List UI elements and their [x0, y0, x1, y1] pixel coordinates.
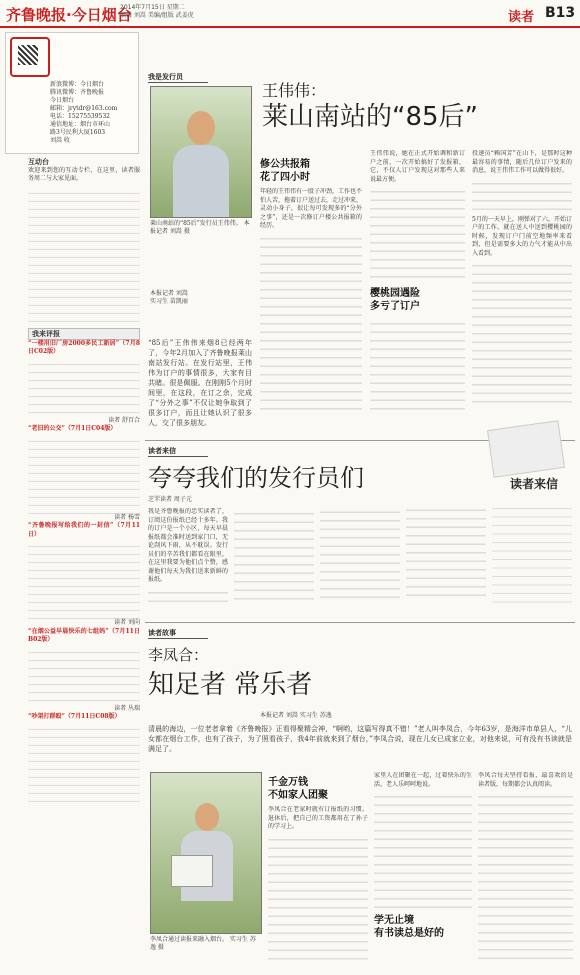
article3-subhead: 学无止境 有书读总是好的: [374, 915, 444, 939]
date-text: 2014年7月15日 星期二: [120, 4, 185, 11]
article1-paragraph: 5月的一天早上，刚弹对了六，开始订户的工作。就在送人中送到樱桃园的时候，发现订户门前空地频率来看到，但是需要多大的力气才能从中出入看到。: [472, 215, 572, 257]
date-line: [120, 4, 194, 20]
text-block: [370, 316, 465, 416]
article3-tag: 读者故事: [148, 628, 208, 639]
article2-body: [148, 508, 572, 618]
section-title: “齐鲁晚报写给我们的一封信”（7月11日）: [28, 522, 140, 538]
article1-subhead: 修公共报箱 花了四小时: [260, 159, 310, 183]
interaction-label: 互动台: [28, 158, 49, 166]
article3-column: [268, 806, 368, 966]
masthead: [0, 0, 580, 28]
article3-paragraph: 李凤合在老家时就有订报纸的习惯。退休后，把自己的工资都用在了孙子的学习上。: [268, 806, 368, 830]
envelope-icon: [487, 420, 565, 478]
article3-paragraph: 家里人在团聚在一起，过着快乐的生活，老人乐呵呵地说。: [374, 772, 472, 788]
article3-column: [374, 772, 472, 912]
contact-info: [50, 81, 136, 145]
qr-code-icon: [10, 37, 50, 77]
column-header: 我来评报: [28, 328, 140, 340]
article1-column: [370, 150, 465, 440]
section-title: “吵架打群殴”（7月11日C08版）: [28, 713, 121, 720]
text-block: [28, 645, 140, 705]
text-block: [28, 539, 140, 619]
article3-name: 李凤合：: [148, 646, 209, 664]
article3-subhead: 千金万钱 不如家人团聚: [268, 777, 328, 801]
article1-photo: [150, 86, 252, 218]
text-block: [28, 186, 140, 326]
contact-line: 电话：15275539532: [50, 113, 110, 120]
article3-byline: 本报记者 刘嵩 实习生 苏逸: [260, 712, 332, 719]
text-block: [472, 176, 572, 216]
person-body: [173, 145, 229, 217]
signature: 读者 刘向: [114, 619, 140, 626]
signature: 读者 杨雪: [114, 513, 140, 521]
section-title: “一楼用旧厂房2000多民工新居”（7月8日C02版）: [28, 339, 140, 355]
article2-byline: 芝罘读者 周子元: [148, 496, 192, 503]
article1-paragraph: 年轻的王伟伟有一股子冲劲，工作也不怕人苦，拖着订户送过去，走过冲来，灵动小身子，很让每可发现多的“分外之事”，还是一次修订户楼公共报箱的经历。: [260, 188, 362, 229]
article1-column: [472, 150, 572, 440]
signature: 读者 丛瑞: [114, 704, 140, 712]
article1-photo-caption: 莱山南站的“85后”发行员王伟伟。 本报记者 刘嵩 摄: [150, 220, 250, 235]
text-block: [370, 184, 465, 284]
article1-lead: “85后”王伟伟来烟8已经两年了，今年2月加入了齐鲁晚报莱山南站发行站。在发行站里，王伟伟为订户的事情很多，大家有目共睹。很是佩服。在刚刚5个月时间里，在这段，在订之余，完成了“分外之事”不仅让她争取到了很多订户，而且让她认识了很多人，交了很多朋友。: [148, 339, 252, 427]
article2-text: 我是齐鲁晚报的忠实读者了，订阅这份报纸已经十多年。我的订户是一个小区，每天早晨报纸都会准时送到家门口，无论刮风下雨，从不耽误。发行员们的辛苦我们都看在眼里，在这里我要为他们点个赞，感谢他们每天为我们送来新鲜的报纸。: [148, 508, 228, 583]
article2-tag: 读者来信: [148, 446, 208, 457]
section-name: 读者: [508, 10, 535, 25]
text-block: [260, 231, 362, 411]
text-block: [374, 789, 472, 909]
contact-line: 刘嵩 收: [50, 137, 70, 144]
contact-line: 路3号民利大厦1603: [50, 129, 106, 136]
text-block: [472, 258, 572, 408]
reader-letter-label: 读者来信: [510, 477, 559, 491]
left-column: [28, 158, 140, 968]
article3-title: 知足者 常乐者: [148, 670, 313, 700]
editors-text: 编辑 刘嵩 美编/组版 武姜虎: [120, 12, 194, 19]
text-block: [478, 789, 573, 959]
text-block: [28, 357, 140, 417]
text-block: [28, 434, 140, 514]
person-face: [187, 111, 215, 145]
newspaper-icon: [171, 855, 213, 887]
contact-line: 邮箱：jrytdr@163.com: [50, 105, 118, 112]
article1-tag: 我是发行员: [148, 72, 208, 83]
intro-text: 欢迎来到您的互动专栏，在这里，读者服务周二与大家见面。: [28, 166, 140, 182]
article1-title: 莱山南站的“85后”: [262, 102, 479, 132]
page-number: B13: [545, 5, 576, 21]
article1-name: 王伟伟：: [262, 81, 327, 100]
text-block: [268, 832, 368, 967]
section-title: “在烟公益早晨快乐的七组妈”（7月11日B02版）: [28, 627, 140, 643]
divider: [145, 622, 575, 623]
article3-paragraph: 李凤合每天坚持看报，最喜欢的是读者版，每期都会认真阅读。: [478, 772, 573, 788]
section-title: “老旧的公交”（7月1日C04版）: [28, 425, 117, 432]
contact-line: 今日烟台: [50, 97, 75, 104]
article3-column: [478, 772, 573, 968]
article3-photo-caption: 李凤合通过读报来融入烟台。 实习生 苏逸 摄: [150, 936, 256, 951]
signature: 读者 舒百合: [108, 416, 140, 424]
article3-lead: 清晨的海边，一位老者拿着《齐鲁晚报》正看得聚精会神，“啊哟，这篇写得真不错！”老人叫李凤合，今年63岁，是海洋市单县人，“儿女都在烟台工作，也有了孩子，为了照看孩子，我4年前就来到了烟台，”李凤合说，现在儿女已成家立业，对他来说，可有没有书读就是满足了。: [148, 725, 572, 753]
reader-letter-badge: [470, 420, 570, 500]
article1-paragraph: 投递员“赖国芳”在山下，是那时这种最容易的事情，随后几位订户发来的消息，说王伟伟工作可以做得很好。: [472, 150, 572, 174]
article2-title: 夸夸我们的发行员们: [148, 464, 364, 492]
article1-paragraph: 王伟伟说，她在正式开始调和新订户之前，一次开始搞好了发报箱，它，不仅人订户发现这对那些人来说最方便。: [370, 150, 465, 183]
article3-photo: [150, 772, 262, 934]
article1-subhead: 樱桃园遇险 多亏了订户: [370, 288, 420, 312]
contact-line: 通信地址：烟台市环山: [50, 121, 111, 128]
brand-logo: 齐鲁晚报·今日烟台: [6, 6, 132, 24]
contact-line: 腾讯微博：齐鲁晚报: [50, 89, 105, 96]
article1-byline: 本报记者 刘嵩 实习生 苗凯丽: [150, 290, 188, 305]
person-face: [195, 803, 219, 831]
contact-box: [5, 32, 139, 154]
article1-column: [260, 188, 362, 438]
text-block: [28, 722, 140, 802]
contact-line: 新浪微博：今日烟台: [50, 81, 105, 88]
